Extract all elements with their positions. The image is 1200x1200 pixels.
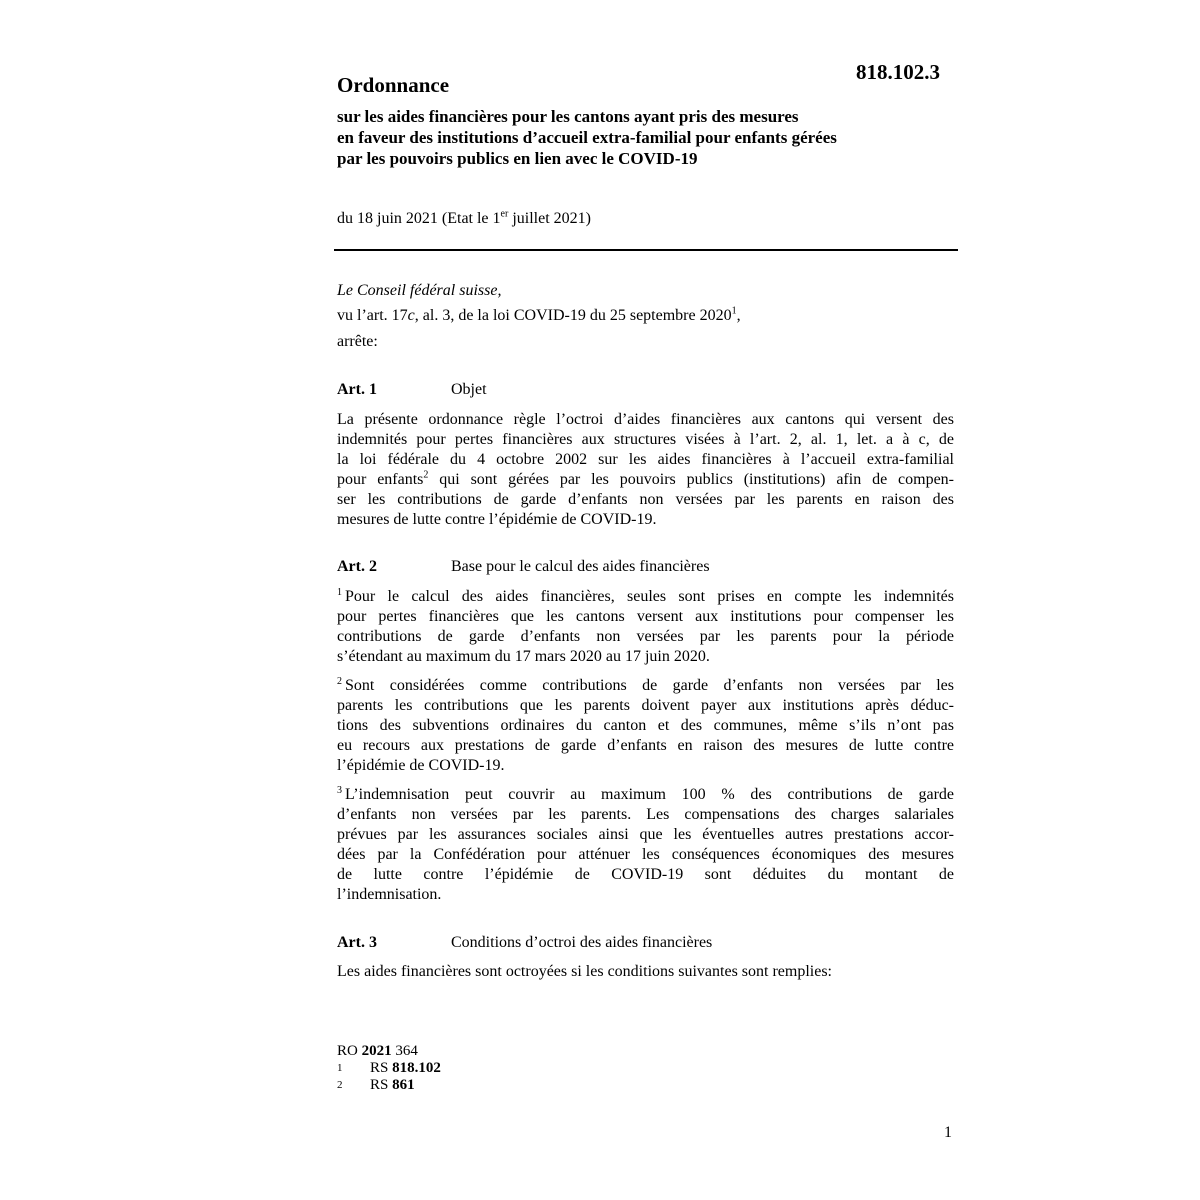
sr-number: 818.102.3 bbox=[856, 60, 940, 84]
text-line: s’étendant au maximum du 17 mars 2020 au 17 juin 2020. bbox=[337, 648, 710, 665]
basis-text: vu l’art. 17 bbox=[337, 307, 408, 324]
article-title: Conditions d’octroi des aides financières bbox=[451, 934, 713, 951]
article-number: Art. 1 bbox=[337, 381, 377, 398]
text-line: de lutte contre l’épidémie de COVID-19 sont déduites du montant de bbox=[337, 866, 954, 883]
footnote-ref-number: 861 bbox=[392, 1077, 415, 1093]
text-line: indemnités pour pertes financières aux structures visées à l’art. 2, al. 1, let. a à c, de bbox=[337, 431, 954, 448]
line-text: L’indemnisation peut couvrir au maximum 100 % des contributions de garde bbox=[345, 786, 954, 803]
basis-text: , al. 3, de la loi COVID-19 du 25 septembre 2020 bbox=[414, 307, 732, 324]
ro-prefix: RO bbox=[337, 1043, 362, 1059]
preamble-legal-basis bbox=[337, 306, 954, 326]
line-text: Sont considérées comme contributions de garde d’enfants non versées par les bbox=[345, 677, 954, 694]
text-line: prévues par les assurances sociales ainsi que les éventuelles autres prestations accor- bbox=[337, 826, 954, 843]
document-title bbox=[337, 106, 957, 169]
paragraph-number: 3 bbox=[337, 784, 342, 796]
footnote-index: 1 bbox=[337, 1062, 343, 1074]
date-suffix: juillet 2021) bbox=[508, 210, 591, 227]
basis-letter: c bbox=[407, 307, 415, 324]
text-line: Les aides financières sont octroyées si les conditions suivantes sont remplies: bbox=[337, 963, 832, 980]
footnotes bbox=[337, 1043, 441, 1094]
preamble-decree: arrête: bbox=[337, 333, 378, 350]
article-heading bbox=[337, 381, 487, 399]
paragraph-number: 1 bbox=[337, 586, 342, 598]
text-line: l’indemnisation. bbox=[337, 886, 442, 903]
text-line: l’épidémie de COVID-19. bbox=[337, 757, 505, 774]
article-heading bbox=[337, 558, 710, 576]
document-date bbox=[337, 210, 591, 228]
title-line: en faveur des institutions d’accueil extra-familial pour enfants gérées bbox=[337, 128, 837, 147]
title-line: sur les aides financières pour les cantons ayant pris des mesures bbox=[337, 107, 799, 126]
footnote-ref[interactable]: 2 bbox=[423, 469, 429, 481]
footnote-index: 2 bbox=[337, 1079, 343, 1091]
footnote-item bbox=[337, 1060, 441, 1077]
text-line bbox=[337, 676, 954, 696]
text-line: d’enfants non versées par les parents. Les compensations des charges salariales bbox=[337, 806, 954, 823]
text-line: pour pertes financières que les cantons versent aux institutions pour compenser les bbox=[337, 608, 954, 625]
ro-year: 2021 bbox=[361, 1043, 392, 1059]
article-title: Objet bbox=[451, 381, 487, 398]
text-line: eu recours aux prestations de garde d’enfants en raison des mesures de lutte contre bbox=[337, 737, 954, 754]
article-2-paragraph-1 bbox=[337, 587, 954, 667]
text-line-with-footnote: pour enfants$^2$ qui sont gérées par les pouvoirs publics (institutions) afin de compen- bbox=[337, 469, 955, 488]
article-2-paragraph-3 bbox=[337, 785, 954, 905]
text-line: la loi fédérale du 4 octobre 2002 sur les aides financières à l’accueil extra-familial bbox=[337, 451, 954, 468]
basis-text: , bbox=[736, 307, 741, 324]
footnote-prefix: RS bbox=[370, 1060, 393, 1076]
text-line: mesures de lutte contre l’épidémie de COVID-19. bbox=[337, 511, 657, 528]
line-text: Pour le calcul des aides financières, seules sont prises en compte les indemnités bbox=[345, 588, 954, 605]
text-line: contributions de garde d’enfants non versées par les parents pour la période bbox=[337, 628, 954, 645]
preamble-authority: Le Conseil fédéral suisse, bbox=[337, 282, 502, 299]
date-superscript: er bbox=[500, 208, 509, 220]
date-prefix: du 18 juin 2021 (Etat le 1 bbox=[337, 210, 501, 227]
footnote-prefix: RS bbox=[370, 1077, 393, 1093]
ro-reference bbox=[337, 1043, 441, 1060]
article-number: Art. 2 bbox=[337, 558, 377, 575]
text-line: ser les contributions de garde d’enfants non versées par les parents en raison des bbox=[337, 491, 954, 508]
footnote-item bbox=[337, 1077, 441, 1094]
text-line: dées par la Confédération pour atténuer les conséquences économiques des mesures bbox=[337, 846, 954, 863]
article-heading bbox=[337, 934, 712, 952]
document-type: Ordonnance bbox=[337, 73, 450, 97]
footnote-ref[interactable]: 1 bbox=[731, 305, 737, 317]
footnote-ref-number: 818.102 bbox=[392, 1060, 441, 1076]
article-number: Art. 3 bbox=[337, 934, 377, 951]
header-rule bbox=[334, 249, 958, 251]
ro-page: 364 bbox=[391, 1043, 418, 1059]
article-title: Base pour le calcul des aides financières bbox=[451, 558, 710, 575]
article-2-paragraph-2 bbox=[337, 676, 954, 776]
text-line bbox=[337, 785, 954, 805]
text-line: parents les contributions que les parents doivent payer aux institutions après déduc- bbox=[337, 697, 954, 714]
title-line: par les pouvoirs publics en lien avec le COVID-19 bbox=[337, 149, 698, 168]
paragraph-number: 2 bbox=[337, 675, 342, 687]
text-line: La présente ordonnance règle l’octroi d’aides financières aux cantons qui versent des bbox=[337, 411, 954, 428]
page-number: 1 bbox=[944, 1124, 952, 1141]
article-1-body bbox=[337, 410, 954, 530]
text-line: tions des subventions ordinaires du canton et des communes, même s’ils n’ont pas bbox=[337, 717, 954, 734]
text-line bbox=[337, 587, 954, 607]
article-3-body bbox=[337, 962, 954, 982]
